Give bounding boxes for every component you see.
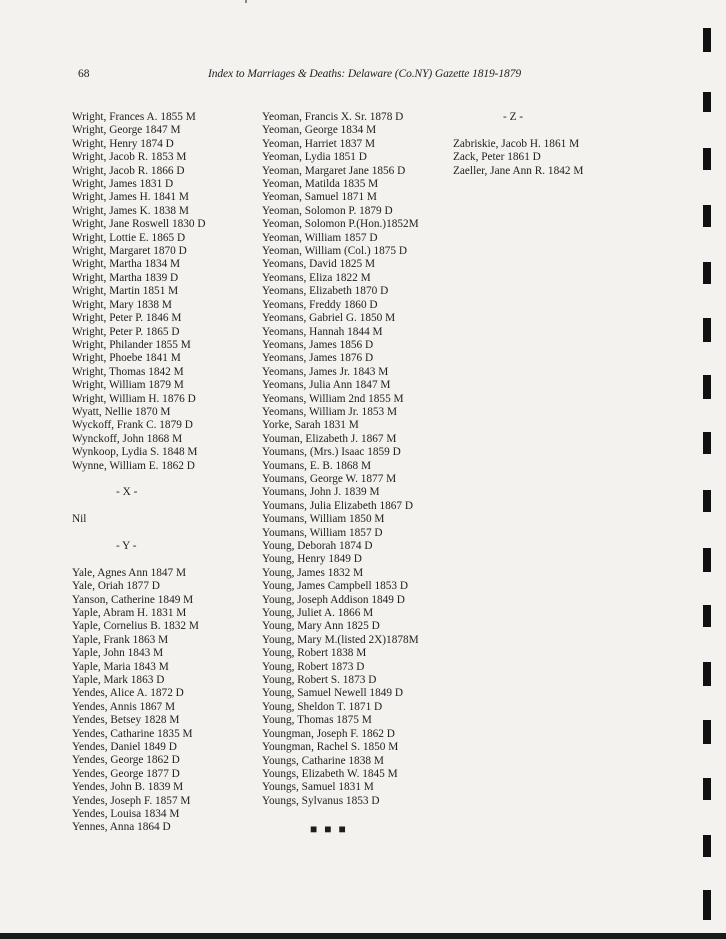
index-entry: Yendes, Betsey 1828 M — [72, 714, 180, 727]
end-of-list-mark: ■ ■ ■ — [310, 822, 348, 836]
index-entry: Yendes, Daniel 1849 D — [72, 741, 177, 754]
index-entry: Yeomans, Eliza 1822 M — [262, 271, 371, 284]
index-entry: Youmans, William 1850 M — [262, 513, 385, 526]
index-entry: Wright, Martin 1851 M — [72, 285, 179, 298]
binding-tab — [703, 605, 711, 627]
index-entry: Yeoman, William (Col.) 1875 D — [262, 245, 408, 258]
index-entry: Wynckoff, John 1868 M — [72, 432, 183, 445]
index-entry: Yendes, George 1862 D — [72, 754, 180, 767]
index-entry: Yeomans, Hannah 1844 M — [262, 325, 383, 338]
binding-tab — [703, 432, 711, 454]
index-entry: Yeoman, Margaret Jane 1856 D — [262, 164, 406, 177]
index-entry: Young, Mary Ann 1825 D — [262, 620, 380, 633]
index-entry: Yeoman, George 1834 M — [262, 124, 377, 137]
index-entry: Yaple, Frank 1863 M — [72, 633, 169, 646]
index-entry: Yeomans, William 2nd 1855 M — [262, 392, 404, 405]
index-entry: Young, James Campbell 1853 D — [262, 580, 409, 593]
binding-tab — [703, 720, 711, 744]
index-entry: Zaeller, Jane Ann R. 1842 M — [453, 164, 584, 177]
section-heading-z: - Z - — [503, 111, 524, 123]
index-entry: Yendes, Louisa 1834 M — [72, 808, 180, 821]
index-entry: Wright, Mary 1838 M — [72, 298, 172, 311]
index-entry: Wright, Thomas 1842 M — [72, 365, 184, 378]
index-entry: Youngman, Joseph F. 1862 D — [262, 727, 395, 740]
index-entry: Wright, Peter P. 1865 D — [72, 325, 180, 338]
binding-tab — [703, 662, 711, 686]
index-entry: Yeoman, Francis X. Sr. 1878 D — [262, 111, 404, 123]
index-entry: Yeomans, Gabriel G. 1850 M — [262, 312, 396, 325]
binding-tab — [703, 148, 711, 170]
index-entry: Wright, Lottie E. 1865 D — [72, 231, 186, 244]
index-entry: Yeoman, William 1857 D — [262, 231, 378, 244]
index-entry: Young, Mary M.(listed 2X)1878M — [262, 633, 419, 646]
index-entry: Yaple, Cornelius B. 1832 M — [72, 620, 199, 633]
index-entry: Wynkoop, Lydia S. 1848 M — [72, 446, 198, 459]
index-entry: Wright, Margaret 1870 D — [72, 245, 187, 258]
index-entry: Yanson, Catherine 1849 M — [72, 593, 194, 606]
index-entry: Yeoman, Samuel 1871 M — [262, 191, 377, 204]
index-entry: Youngs, Sylvanus 1853 D — [262, 794, 380, 807]
index-entry: Yeoman, Matilda 1835 M — [262, 178, 379, 191]
index-entry: Young, Thomas 1875 M — [262, 714, 372, 727]
index-entry: Yeomans, James Jr. 1843 M — [262, 365, 389, 378]
index-entry: Youngman, Rachel S. 1850 M — [262, 741, 399, 754]
index-entry: Youmans, George W. 1877 M — [262, 472, 397, 485]
index-entry: Yaple, Abram H. 1831 M — [72, 606, 187, 619]
index-entry: Yeomans, David 1825 M — [262, 258, 376, 271]
page-number: 68 — [78, 68, 90, 80]
binding-tab — [703, 548, 711, 572]
index-column-3 — [453, 111, 623, 178]
z-entries-list — [453, 138, 623, 178]
index-entry: Yennes, Anna 1864 D — [72, 821, 171, 834]
index-entry: Wright, James 1831 D — [72, 178, 174, 191]
index-entry: Yeomans, James 1856 D — [262, 338, 374, 351]
page-bottom-edge — [0, 933, 726, 939]
binding-tab — [703, 28, 711, 52]
index-entry: Yendes, Alice A. 1872 D — [72, 687, 184, 700]
index-entry: Yorke, Sarah 1831 M — [262, 419, 359, 432]
index-entry: Yeoman, Solomon P. 1879 D — [262, 204, 393, 217]
index-entry: Wyatt, Nellie 1870 M — [72, 405, 171, 418]
index-entry: Wright, William 1879 M — [72, 379, 184, 392]
index-entry: Zabriskie, Jacob H. 1861 M — [453, 137, 580, 150]
index-entry: Yale, Oriah 1877 D — [72, 580, 160, 593]
index-entry: Wright, George 1847 M — [72, 124, 181, 137]
index-entry: Yale, Agnes Ann 1847 M — [72, 566, 187, 579]
index-column-2 — [262, 111, 452, 808]
index-entry: Young, James 1832 M — [262, 566, 364, 579]
index-entry: Wright, Martha 1839 D — [72, 271, 179, 284]
nil-note: Nil — [72, 513, 87, 526]
index-entry: Young, Samuel Newell 1849 D — [262, 687, 404, 700]
index-entry: Wright, James K. 1838 M — [72, 204, 189, 217]
y-entries-list — [72, 567, 262, 835]
index-entry: Yeomans, Elizabeth 1870 D — [262, 285, 389, 298]
index-entry: Wright, Jacob R. 1853 M — [72, 151, 187, 164]
binding-tab — [703, 262, 711, 284]
index-entry: Yendes, John B. 1839 M — [72, 781, 184, 794]
binding-tab — [703, 375, 711, 399]
index-entry: Yendes, Catharine 1835 M — [72, 727, 193, 740]
index-entry: Wright, Frances A. 1855 M — [72, 111, 196, 123]
index-entry: Yaple, Maria 1843 M — [72, 660, 169, 673]
binding-tab — [703, 318, 711, 342]
index-entry: Young, Sheldon T. 1871 D — [262, 700, 383, 713]
section-heading-y: - Y - — [116, 539, 137, 552]
index-entry: Young, Robert 1838 M — [262, 647, 367, 660]
index-entry: Youmans, E. B. 1868 M — [262, 459, 372, 472]
index-entry: Yeomans, James 1876 D — [262, 352, 374, 365]
index-entry: Yeomans, Freddy 1860 D — [262, 298, 378, 311]
yeoman-young-entries-list — [262, 111, 452, 808]
index-entry: Youmans, Julia Elizabeth 1867 D — [262, 499, 414, 512]
index-entry: Yaple, Mark 1863 D — [72, 674, 165, 686]
index-entry: Wright, Peter P. 1846 M — [72, 312, 182, 325]
index-entry: Yeoman, Harriet 1837 M — [262, 137, 376, 150]
binding-tab — [703, 890, 711, 920]
page-title: Index to Marriages & Deaths: Delaware (Co.NY) Gazette 1819-1879 — [208, 68, 521, 80]
index-entry: Wright, Jane Roswell 1830 D — [72, 218, 206, 231]
index-entry: Yeoman, Lydia 1851 D — [262, 151, 367, 164]
index-entry: Wright, Martha 1834 M — [72, 258, 181, 271]
index-entry: Wright, James H. 1841 M — [72, 191, 189, 204]
index-entry: Youngs, Elizabeth W. 1845 M — [262, 767, 398, 780]
binding-tab — [703, 778, 711, 800]
index-entry: Young, Deborah 1874 D — [262, 540, 373, 552]
index-entry: Yendes, George 1877 D — [72, 767, 180, 780]
index-entry: Yeomans, William Jr. 1853 M — [262, 405, 398, 418]
index-entry: Young, Robert S. 1873 D — [262, 674, 377, 687]
index-column-1 — [72, 111, 262, 835]
binding-tab — [703, 205, 711, 227]
index-entry: Yeoman, Solomon P.(Hon.)1852M — [262, 218, 419, 231]
index-entry: Wright, William H. 1876 D — [72, 392, 196, 405]
index-entry: Yendes, Annis 1867 M — [72, 700, 176, 713]
w-entries-list — [72, 111, 262, 473]
index-entry: Yaple, John 1843 M — [72, 647, 164, 660]
index-entry: Wright, Henry 1874 D — [72, 137, 174, 150]
index-entry: Young, Henry 1849 D — [262, 553, 362, 566]
index-entry: Youman, Elizabeth J. 1867 M — [262, 432, 397, 445]
index-entry: Wyckoff, Frank C. 1879 D — [72, 419, 193, 432]
index-entry: Yeomans, Julia Ann 1847 M — [262, 379, 391, 392]
index-entry: Wright, Jacob R. 1866 D — [72, 164, 185, 177]
index-entry: Young, Juliet A. 1866 M — [262, 607, 374, 620]
index-entry: Wright, Philander 1855 M — [72, 338, 191, 351]
index-entry: Youmans, (Mrs.) Isaac 1859 D — [262, 446, 401, 459]
index-entry: Youngs, Samuel 1831 M — [262, 781, 374, 794]
index-entry: Youmans, John J. 1839 M — [262, 486, 380, 499]
scan-artifact — [245, 0, 247, 3]
index-entry: Yendes, Joseph F. 1857 M — [72, 794, 191, 807]
index-entry: Wright, Phoebe 1841 M — [72, 352, 181, 365]
binding-tab — [703, 92, 711, 112]
index-entry: Youmans, William 1857 D — [262, 526, 383, 539]
index-entry: Young, Joseph Addison 1849 D — [262, 593, 405, 606]
binding-tab — [703, 835, 711, 857]
index-entry: Youngs, Catharine 1838 M — [262, 754, 384, 767]
binding-tab — [703, 490, 711, 512]
index-entry: Zack, Peter 1861 D — [453, 151, 541, 164]
index-entry: Young, Robert 1873 D — [262, 660, 365, 673]
index-entry: Wynne, William E. 1862 D — [72, 459, 195, 472]
section-heading-x: - X - — [116, 486, 138, 499]
